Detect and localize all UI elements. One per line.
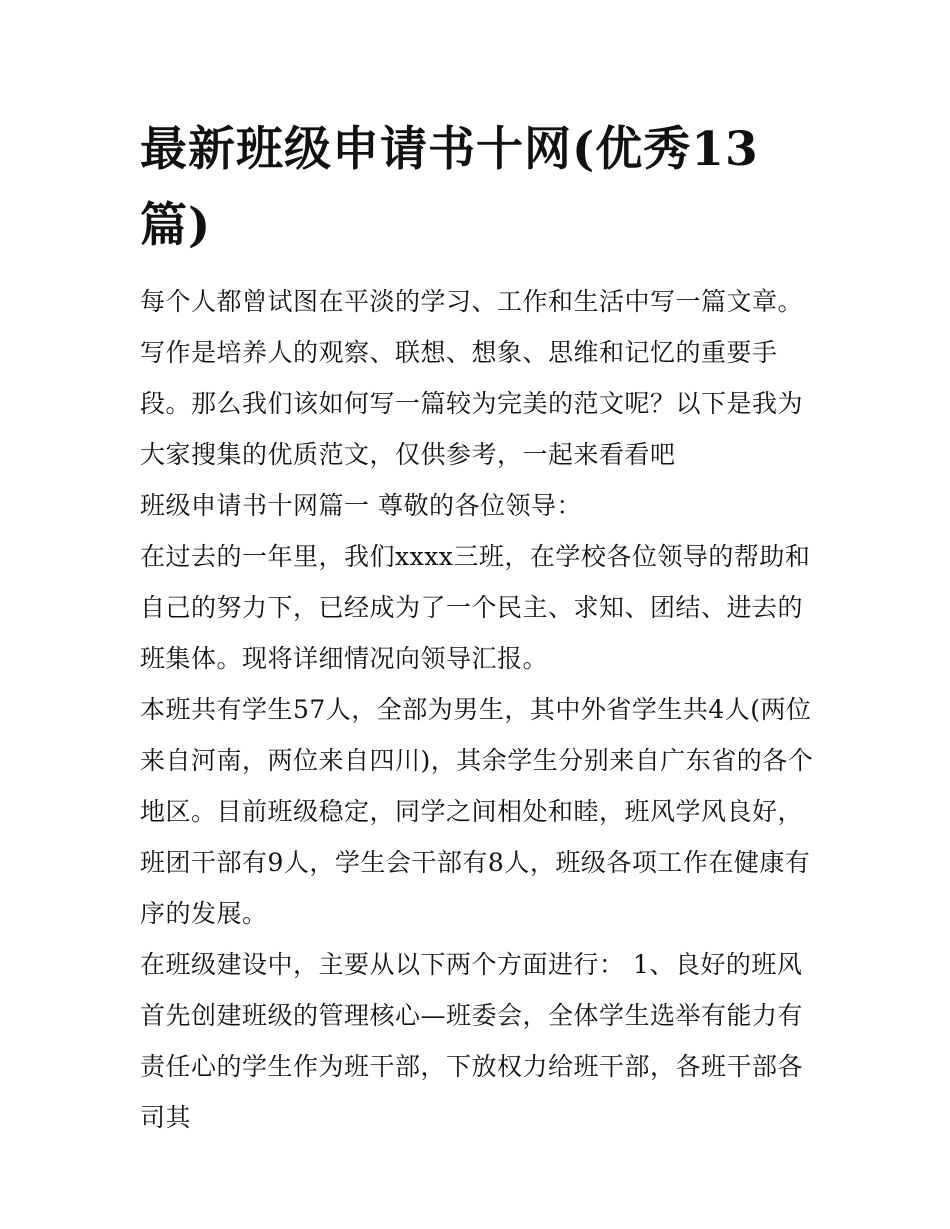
document-body bbox=[140, 276, 820, 1143]
paragraph-section-heading: 在班级建设中，主要从以下两个方面进行： 1、良好的班风 bbox=[140, 950, 803, 979]
document-title: 最新班级申请书十网(优秀13篇) bbox=[140, 122, 759, 253]
paragraph-intro: 每个人都曾试图在平淡的学习、工作和生活中写一篇文章。写作是培养人的观察、联想、想象、思维和记忆的重要手段。那么我们该如何写一篇较为完美的范文呢？以下是我为大家搜集的优质范文，仅供参考，一起来看看吧 bbox=[140, 287, 804, 469]
paragraph-class-info: 本班共有学生57人，全部为男生，其中外省学生共4人(两位来自河南，两位来自四川)，其余学生分别来自广东省的各个地区。目前班级稳定，同学之间相处和睦，班风学风良好，班团干部有9人，学生会干部有8人，班级各项工作在健康有序的发展。 bbox=[140, 695, 814, 928]
paragraph-class-committee: 首先创建班级的管理核心—班委会，全体学生选举有能力有责任心的学生作为班干部，下放权力给班干部，各班干部各司其 bbox=[140, 1001, 804, 1132]
paragraph-salutation: 班级申请书十网篇一 尊敬的各位领导： bbox=[140, 491, 582, 520]
paragraph-overview: 在过去的一年里，我们xxxx三班，在学校各位领导的帮助和自己的努力下，已经成为了一个民主、求知、团结、进去的班集体。现将详细情况向领导汇报。 bbox=[140, 542, 811, 673]
